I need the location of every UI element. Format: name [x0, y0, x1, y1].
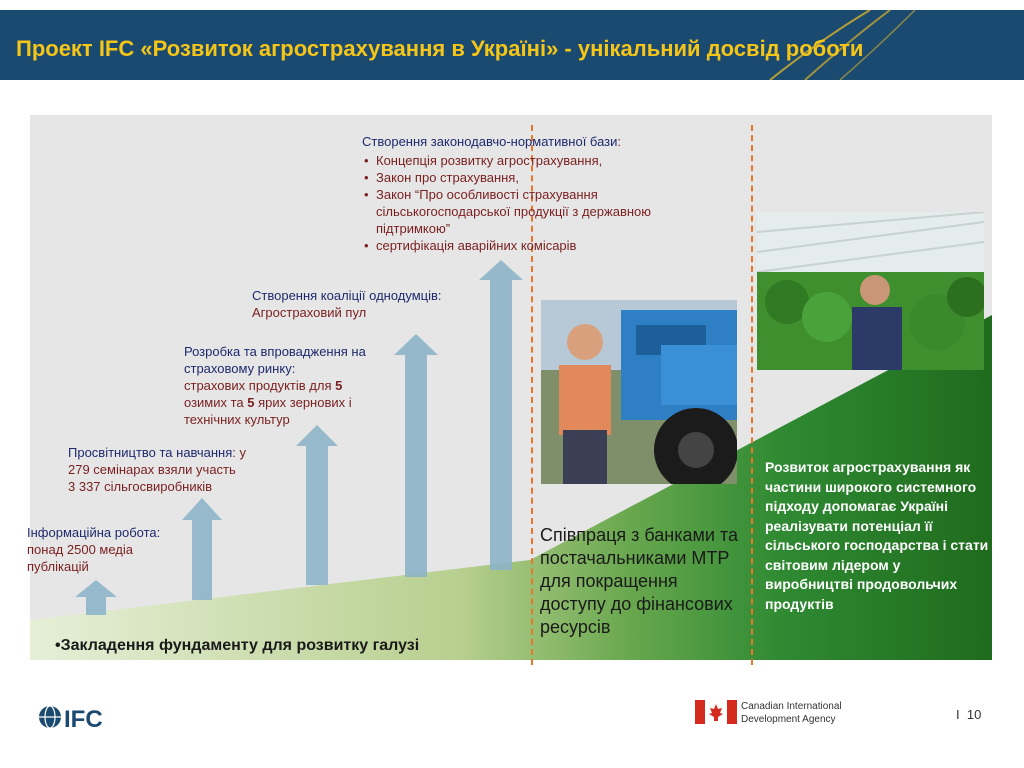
- canada-flag: [695, 700, 737, 729]
- products-title: Розробка та впровадження на страховому ринку:: [184, 344, 366, 376]
- greenhouse-photo: [757, 212, 984, 370]
- foundation-label: •Закладення фундаменту для розвитку галузі: [55, 637, 420, 654]
- info-title: Інформаційна робота:: [27, 525, 161, 540]
- list-item: • Закон про страхування,: [376, 169, 682, 186]
- cooperation-text: Співпраця з банками та постачальниками МТР для покращення доступу до фінансових ресурсів: [540, 525, 738, 637]
- info-block: [27, 524, 197, 575]
- coalition-title: Створення коаліції однодумців:: [252, 288, 442, 303]
- legislation-title: Створення законодавчо-нормативної бази: [362, 134, 618, 149]
- education-block: Просвітництво та навчання: у 279 семінарах взяли участь 3 337 сільгосвиробників: [68, 445, 247, 494]
- info-body: понад 2500 медіа публікацій: [27, 542, 133, 574]
- svg-text:IFC: IFC: [64, 706, 103, 731]
- list-item: • сертифікація аварійних комісарів: [376, 237, 682, 254]
- legislation-block: Створення законодавчо-нормативної бази: • Концепція розвитку агрострахування, • Закон про страхування, • Закон “Про особливості страхування сільськогосподарської продукції з державною підтримкою” • сертифікація аварійних комісарів: [362, 133, 682, 254]
- list-item: • Концепція розвитку агрострахування,: [376, 152, 682, 169]
- page-number: I 10: [956, 707, 982, 722]
- list-item: • Закон “Про особливості страхування сільськогосподарської продукції з державною підтримкою”: [376, 186, 682, 237]
- products-block: Розробка та впровадження на страховому ринку: страхових продуктів для 5 озимих та 5 ярих зернових і технічних культур: [184, 343, 409, 428]
- legislation-list: [362, 152, 682, 254]
- development-text: Розвиток агрострахування як частини широкого системного підходу допомагає Україні реалізувати потенціал її сільського господарства і стати світовим лідером у виробництві продовольчих продуктів: [765, 459, 989, 612]
- cida-label: Canadian International Development Agency: [741, 701, 842, 725]
- arrow-up-icon: [75, 580, 117, 615]
- globe-icon: [39, 706, 61, 728]
- page-title: Проект IFC «Розвиток агрострахування в Україні» - унікальний досвід роботи: [16, 36, 864, 61]
- tractor-photo: [541, 300, 737, 484]
- coalition-block: [252, 287, 492, 321]
- arrow-up-icon: [296, 425, 338, 585]
- education-title: Просвітництво та навчання: [68, 445, 233, 460]
- dashed-divider: [751, 125, 753, 665]
- coalition-body: Агростраховий пул: [252, 305, 367, 320]
- ifc-logo: [38, 703, 118, 736]
